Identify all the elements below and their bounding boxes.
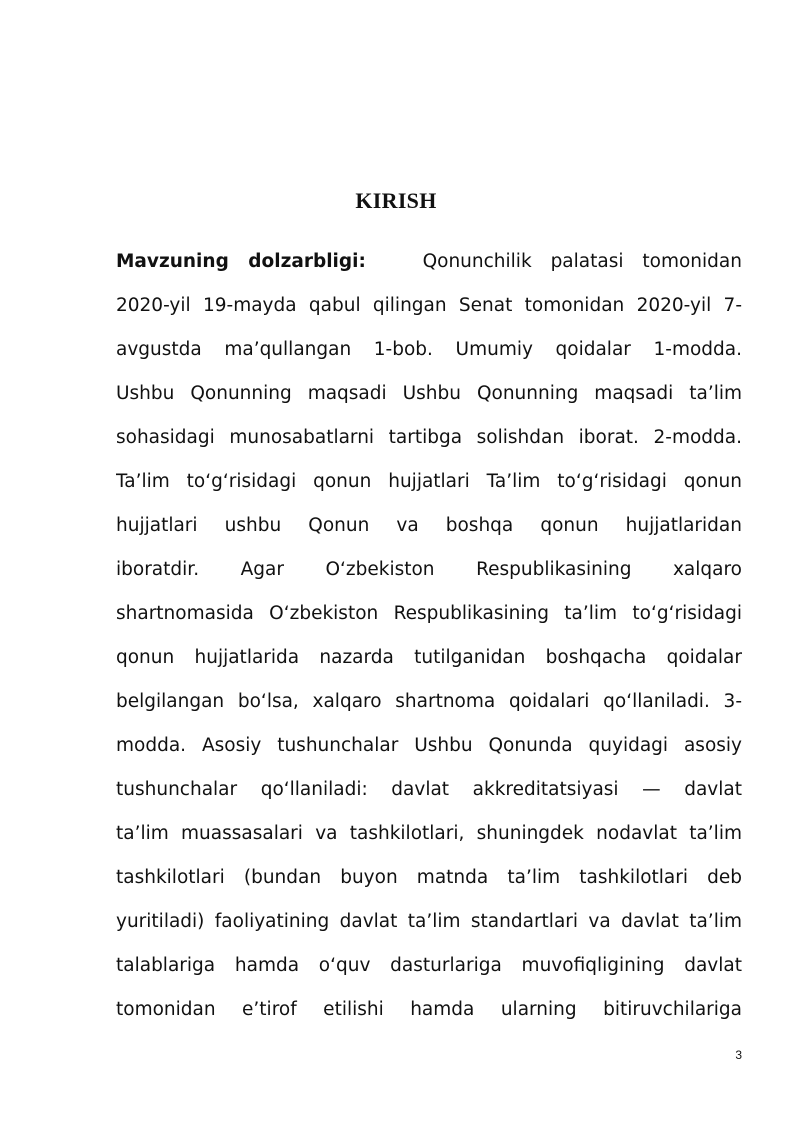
text-line: talablariga hamda o‘quv dasturlariga muvofiqligining davlat — [116, 955, 742, 976]
text-line: avgustda ma’qullangan 1-bob. Umumiy qoidalar 1-modda. — [116, 339, 742, 360]
lead-in-label: Mavzuning dolzarbligi: — [116, 251, 366, 272]
text-line: tushunchalar qo‘llaniladi: davlat akkreditatsiyasi — davlat — [116, 779, 742, 800]
text-line: belgilangan bo‘lsa, xalqaro shartnoma qoidalari qo‘llaniladi. 3- — [116, 691, 742, 712]
text-line: hujjatlari ushbu Qonun va boshqa qonun hujjatlaridan — [116, 515, 742, 536]
section-heading: KIRISH — [355, 188, 437, 213]
text-line: yuritiladi) faoliyatining davlat ta’lim standartlari va davlat ta’lim — [116, 911, 742, 932]
text-line: 2020-yil 19-mayda qabul qilingan Senat tomonidan 2020-yil 7- — [116, 295, 742, 316]
text-line: qonun hujjatlarida nazarda tutilganidan boshqacha qoidalar — [116, 647, 742, 668]
text-line: ta’lim muassasalari va tashkilotlari, shuningdek nodavlat ta’lim — [116, 823, 742, 844]
text-line: tomonidan e’tirof etilishi hamda ularning bitiruvchilariga — [116, 999, 742, 1020]
text-line: Ushbu Qonunning maqsadi Ushbu Qonunning maqsadi ta’lim — [116, 383, 742, 404]
text-line: tashkilotlari (bundan buyon matnda ta’lim tashkilotlari deb — [116, 867, 742, 888]
text-line: Ta’lim to‘g‘risidagi qonun hujjatlari Ta’lim to‘g‘risidagi qonun — [116, 471, 742, 492]
text-line-content: Qonunchilik palatasi tomonidan — [422, 251, 742, 272]
text-line — [116, 240, 742, 284]
body-text — [116, 240, 742, 1032]
text-line: iboratdir. Agar O‘zbekiston Respublikasining xalqaro — [116, 559, 742, 580]
text-line: modda. Asosiy tushunchalar Ushbu Qonunda quyidagi asosiy — [116, 735, 742, 756]
page-number: 3 — [735, 1048, 742, 1062]
text-line: sohasidagi munosabatlarni tartibga solishdan iborat. 2-modda. — [116, 427, 742, 448]
text-line: shartnomasida O‘zbekiston Respublikasining ta’lim to‘g‘risidagi — [116, 603, 742, 624]
